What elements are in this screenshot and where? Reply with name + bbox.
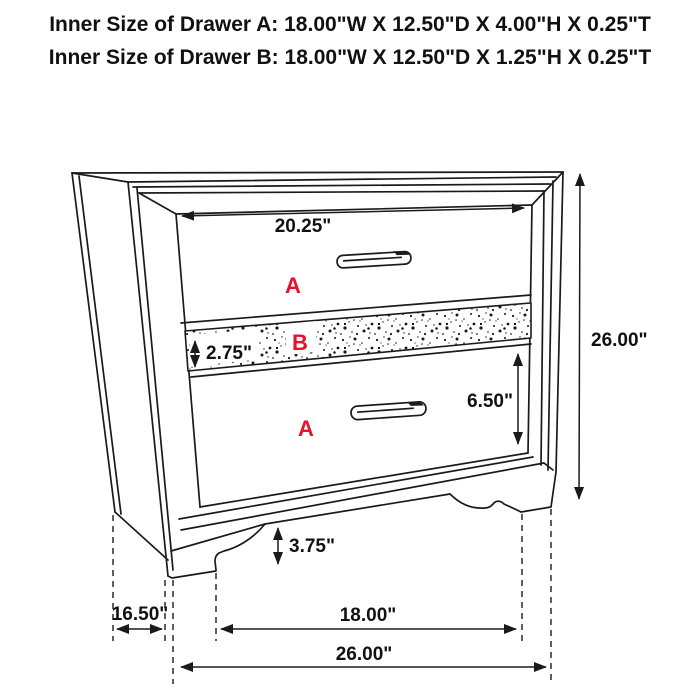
dim-bottom-drawer-height-label: 6.50" (467, 391, 513, 412)
left-foot (168, 524, 265, 578)
label-drawer-a-top: A (285, 273, 301, 298)
dim-drawer-width-label: 20.25" (274, 216, 332, 237)
dim-leg-span-label: 18.00" (339, 605, 397, 626)
label-drawer-a-bottom: A (298, 416, 314, 441)
dim-strip-height-label: 2.75" (206, 343, 252, 364)
side-panel (72, 173, 168, 576)
dim-leg-height-label: 3.75" (289, 536, 335, 557)
top-drawer-handle (337, 250, 412, 268)
dim-overall-height-label: 26.00" (591, 330, 648, 351)
dim-overall-width-label: 26.00" (335, 644, 393, 665)
header-line-drawer-a: Inner Size of Drawer A: 18.00"W X 12.50"D X 4.00"H X 0.25"T (49, 13, 651, 36)
cabinet-top-edge (72, 172, 563, 214)
bottom-drawer-handle (351, 401, 427, 420)
dim-side-depth-label: 16.50" (111, 604, 169, 625)
dim-overall-height-line (579, 174, 580, 499)
label-strip-b: B (292, 330, 308, 355)
header-line-drawer-b: Inner Size of Drawer B: 18.00"W X 12.50"D X 1.25"H X 0.25"T (48, 46, 652, 69)
